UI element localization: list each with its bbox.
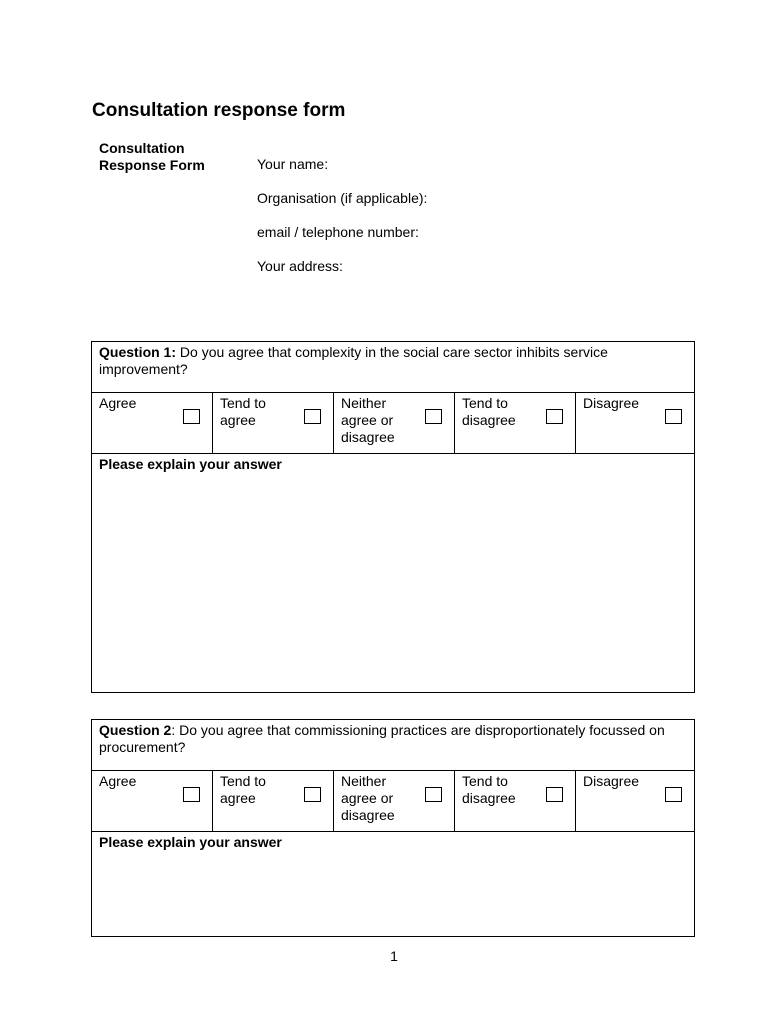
q2-option-disagree [576, 771, 694, 831]
q2-option-disagree-label: Disagree [583, 773, 640, 789]
contact-field-label[interactable]: email / telephone number: [257, 224, 419, 240]
question-1-text [92, 342, 694, 393]
question-2-options [92, 771, 694, 832]
question-2-answer-area[interactable] [92, 832, 694, 936]
q1-option-tend-disagree [455, 393, 576, 453]
q1-tend-agree-checkbox[interactable] [304, 409, 321, 424]
q2-option-agree [92, 771, 213, 831]
address-field-label[interactable]: Your address: [257, 258, 343, 274]
q2-option-neither [334, 771, 455, 831]
q1-option-tend-disagree-label: Tend to disagree [462, 395, 516, 428]
q1-option-disagree [576, 393, 694, 453]
q1-option-agree-label: Agree [99, 395, 137, 411]
q1-agree-checkbox[interactable] [183, 409, 200, 424]
q1-option-neither-label: Neither agree or disagree [341, 395, 395, 445]
q2-agree-checkbox[interactable] [183, 787, 200, 802]
question-1-number: Question 1: [99, 344, 177, 360]
q2-option-tend-disagree-label: Tend to disagree [462, 773, 516, 806]
q1-neither-checkbox[interactable] [425, 409, 442, 424]
q2-tend-disagree-checkbox[interactable] [546, 787, 563, 802]
question-1-options [92, 393, 694, 454]
question-1-explain-label: Please explain your answer [99, 456, 282, 472]
organisation-field-label[interactable]: Organisation (if applicable): [257, 190, 428, 206]
q2-option-neither-label: Neither agree or disagree [341, 773, 395, 823]
q2-option-agree-label: Agree [99, 773, 137, 789]
q2-option-tend-agree [213, 771, 334, 831]
q2-tend-agree-checkbox[interactable] [304, 787, 321, 802]
q1-tend-disagree-checkbox[interactable] [546, 409, 563, 424]
page-title: Consultation response form [92, 100, 346, 121]
question-1-table [91, 341, 695, 693]
page-number: 1 [390, 948, 398, 964]
q1-option-agree [92, 393, 213, 453]
question-2-number: Question 2 [99, 722, 172, 738]
question-2-body: : Do you agree that commissioning practices are disproportionately focussed on procurement? [99, 722, 665, 755]
q1-disagree-checkbox[interactable] [665, 409, 682, 424]
q2-option-tend-agree-label: Tend to agree [220, 773, 266, 806]
q2-option-tend-disagree [455, 771, 576, 831]
question-2-table [91, 719, 695, 937]
name-field-label[interactable]: Your name: [257, 156, 329, 172]
question-2-explain-label: Please explain your answer [99, 834, 282, 850]
question-1-body: Do you agree that complexity in the social care sector inhibits service improvement? [99, 344, 608, 377]
q1-option-tend-agree [213, 393, 334, 453]
question-1-answer-area[interactable] [92, 454, 694, 692]
question-2-text [92, 720, 694, 771]
q2-disagree-checkbox[interactable] [665, 787, 682, 802]
q1-option-disagree-label: Disagree [583, 395, 640, 411]
form-label: Consultation Response Form [99, 140, 205, 173]
q1-option-tend-agree-label: Tend to agree [220, 395, 266, 428]
q2-neither-checkbox[interactable] [425, 787, 442, 802]
q1-option-neither [334, 393, 455, 453]
